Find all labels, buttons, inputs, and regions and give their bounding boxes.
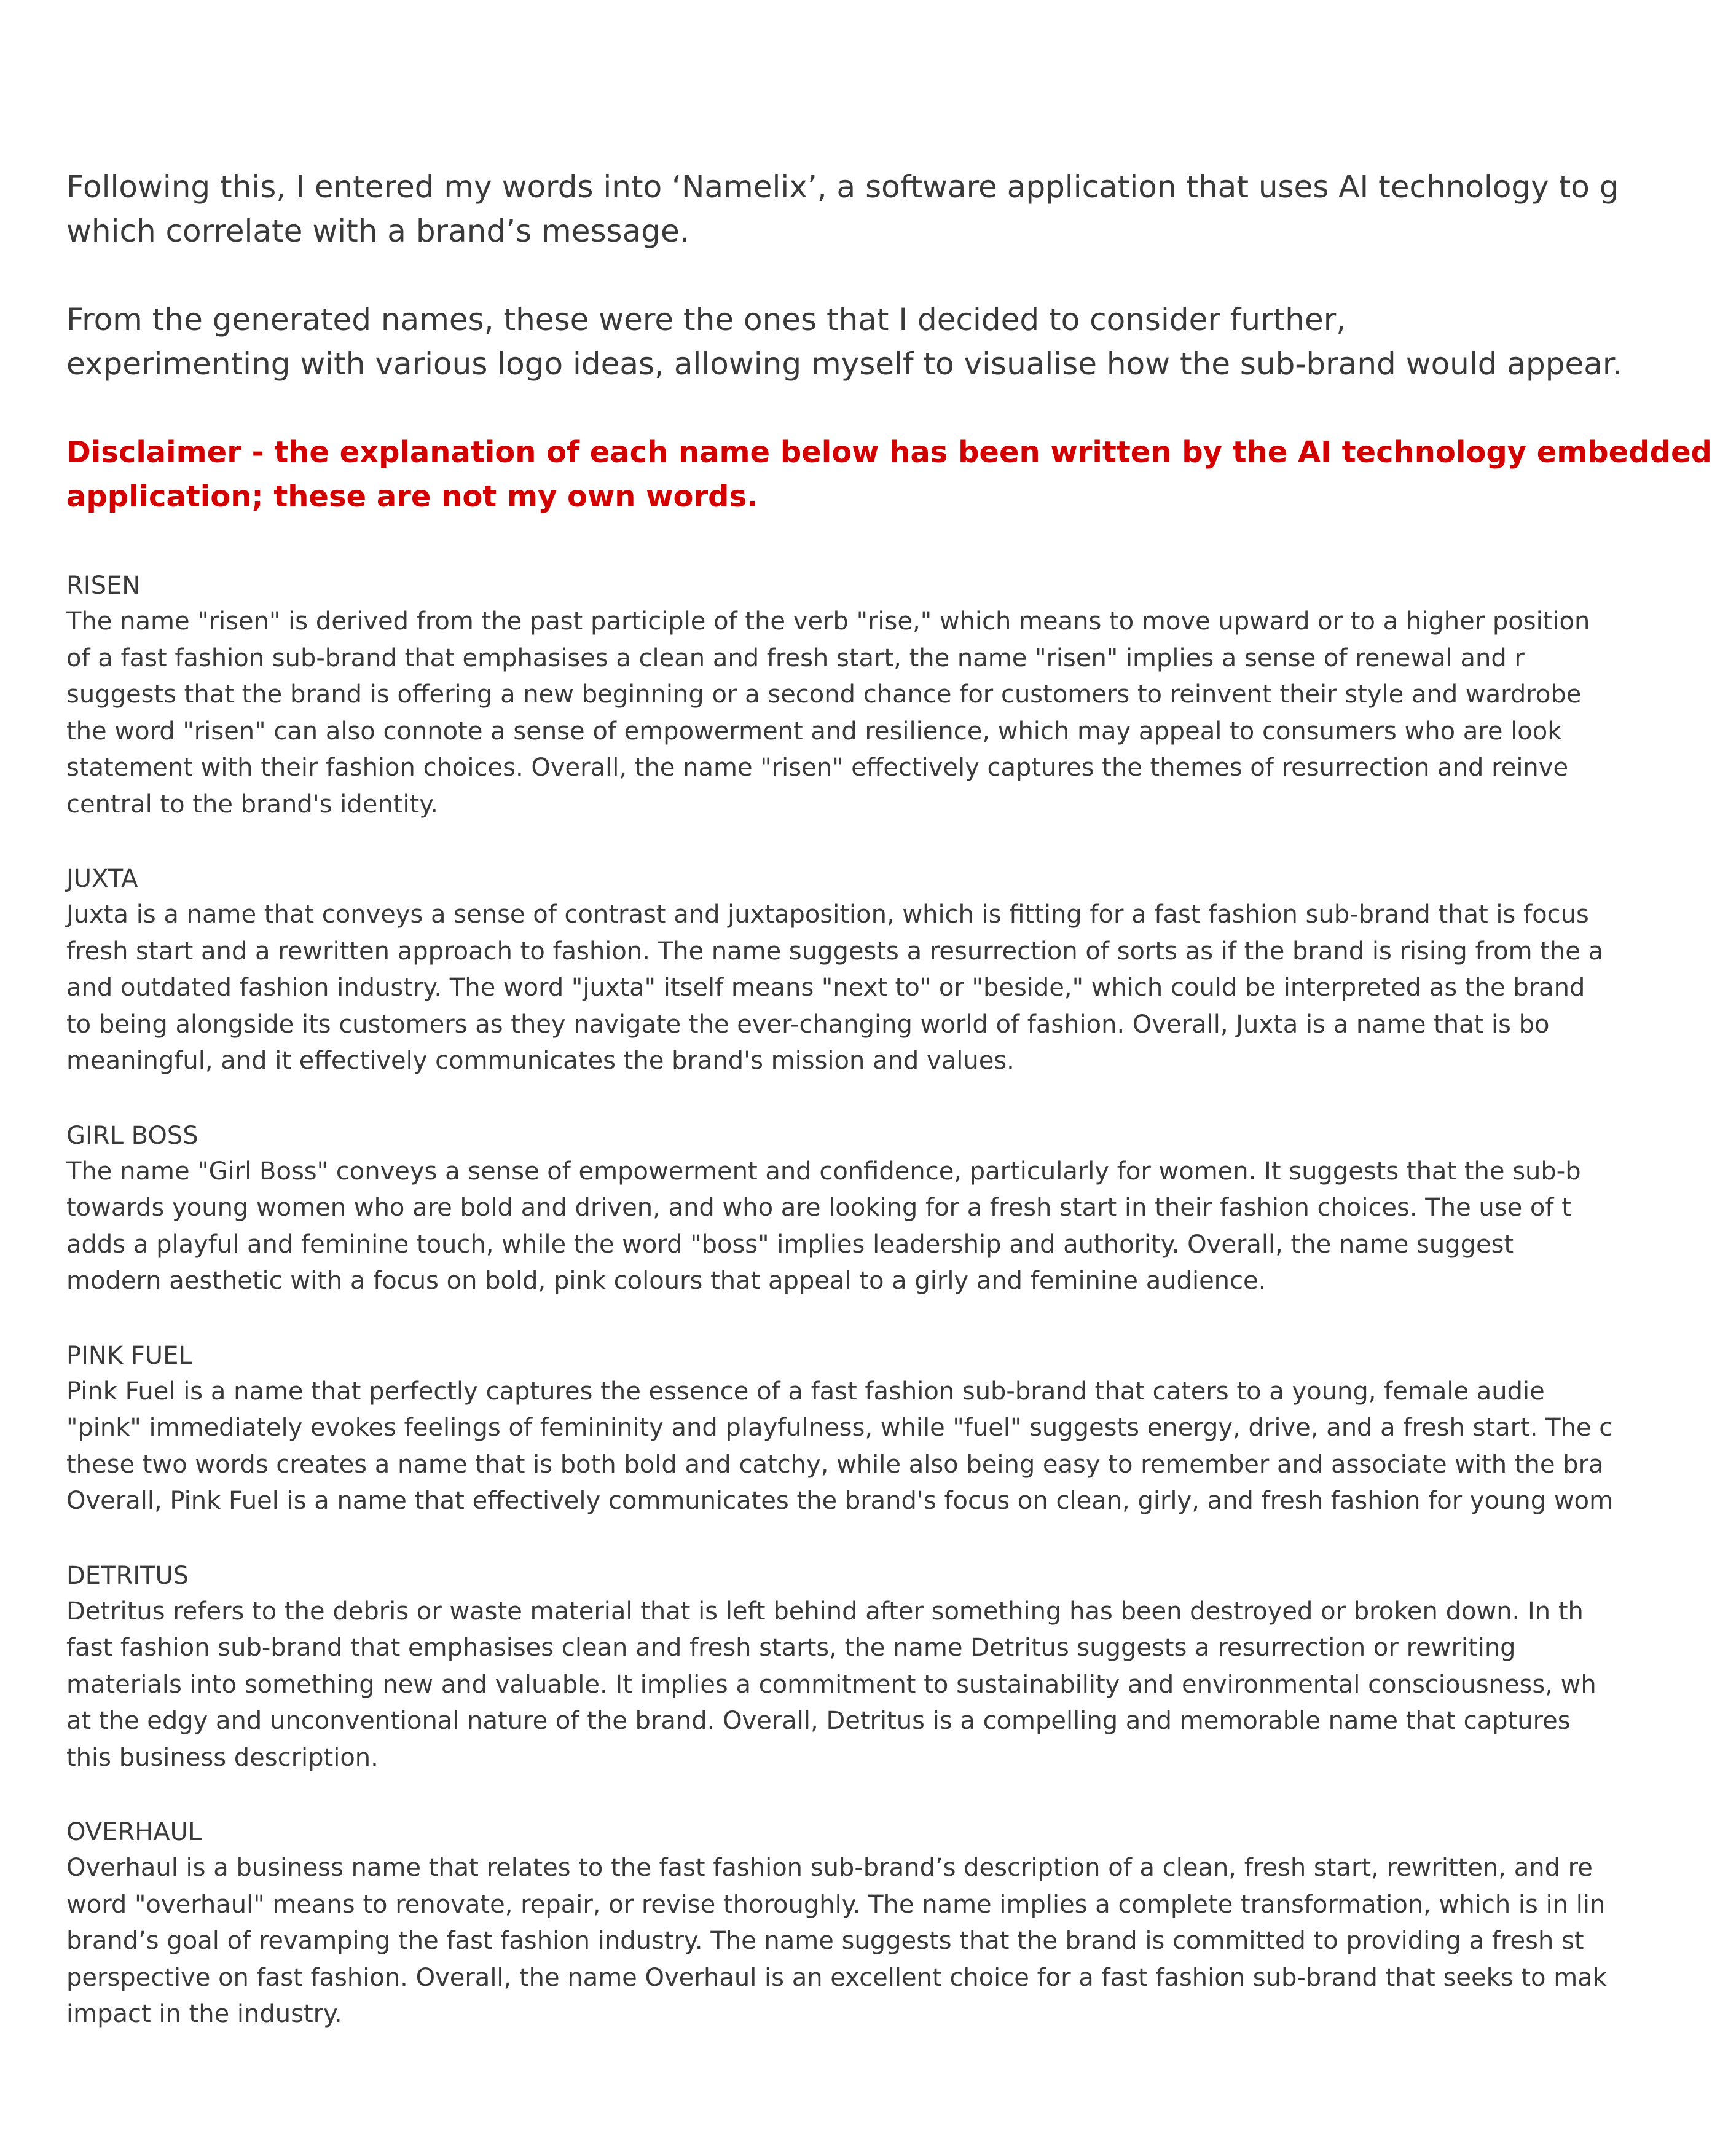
- text-line: Pink Fuel is a name that perfectly captures the essence of a fast fashion sub-brand that caters to a young, female audie: [66, 1377, 1545, 1406]
- text-line: application; these are not my own words.: [66, 479, 758, 514]
- entry-description: [66, 1594, 1603, 1777]
- text-line: Disclaimer - the explanation of each name below has been written by the AI technology embedded: [66, 435, 1712, 470]
- text-line: fresh start and a rewritten approach to fashion. The name suggests a resurrection of sorts as if the brand is rising from the a: [66, 937, 1604, 966]
- text-line: suggests that the brand is offering a new beginning or a second chance for customers to reinvent their style and wardrobe: [66, 680, 1582, 709]
- text-line: meaningful, and it effectively communicates the brand's mission and values.: [66, 1047, 1015, 1075]
- text-line: central to the brand's identity.: [66, 790, 438, 819]
- text-line: fast fashion sub-brand that emphasises clean and fresh starts, the name Detritus suggests a resurrection or rewriting: [66, 1634, 1516, 1662]
- text-line: Following this, I entered my words into ‘Namelix’, a software application that uses AI technology to g: [66, 169, 1619, 205]
- text-line: towards young women who are bold and driven, and who are looking for a fresh start in their fashion choices. The use of t: [66, 1194, 1571, 1222]
- entry-title: DETRITUS: [66, 1561, 189, 1590]
- text-line: experimenting with various logo ideas, allowing myself to visualise how the sub-brand would appear.: [66, 346, 1622, 382]
- entry-description: [66, 604, 1603, 823]
- name-entry-pink-fuel: [66, 1338, 1614, 1520]
- entry-description: [66, 1850, 1607, 2033]
- disclaimer-notice: [66, 430, 1712, 519]
- intro-paragraph-generated-names: [66, 297, 1622, 386]
- name-entry-juxta: [66, 861, 1603, 1080]
- text-line: The name "risen" is derived from the past participle of the verb "rise," which means to move upward or to a higher position: [66, 607, 1590, 635]
- name-entry-risen: [66, 568, 1603, 823]
- text-line: Overhaul is a business name that relates to the fast fashion sub-brand’s description of a clean, fresh start, rewritten, and re: [66, 1854, 1593, 1882]
- entry-description: [66, 1374, 1614, 1520]
- text-line: word "overhaul" means to renovate, repair, or revise thoroughly. The name implies a complete transformation, which is in lin: [66, 1890, 1606, 1919]
- text-line: the word "risen" can also connote a sense of empowerment and resilience, which may appeal to consumers who are look: [66, 717, 1562, 746]
- entry-description: [66, 1154, 1603, 1300]
- intro-paragraph-namelix: [66, 165, 1619, 253]
- text-line: which correlate with a brand’s message.: [66, 213, 689, 249]
- entry-description: [66, 897, 1603, 1080]
- text-line: at the edgy and unconventional nature of the brand. Overall, Detritus is a compelling and memorable name that captures: [66, 1707, 1571, 1735]
- text-line: of a fast fashion sub-brand that emphasises a clean and fresh start, the name "risen" implies a sense of renewal and r: [66, 643, 1525, 672]
- document-content: [66, 165, 1712, 2071]
- name-entry-girl-boss: [66, 1118, 1603, 1300]
- text-line: modern aesthetic with a focus on bold, pink colours that appeal to a girly and feminine audience.: [66, 1267, 1266, 1295]
- text-line: Juxta is a name that conveys a sense of contrast and juxtaposition, which is fitting for a fast fashion sub-brand that is focus: [66, 900, 1589, 929]
- text-line: The name "Girl Boss" conveys a sense of empowerment and confidence, particularly for women. It suggests that the sub-b: [66, 1157, 1581, 1186]
- name-entry-detritus: [66, 1558, 1603, 1777]
- entry-title: GIRL BOSS: [66, 1121, 198, 1150]
- text-line: From the generated names, these were the ones that I decided to consider further,: [66, 302, 1346, 337]
- text-line: this business description.: [66, 1743, 379, 1772]
- text-line: and outdated fashion industry. The word "juxta" itself means "next to" or "beside," which could be interpreted as the brand: [66, 974, 1585, 1002]
- text-line: brand’s goal of revamping the fast fashion industry. The name suggests that the brand is committed to providing a fresh st: [66, 1927, 1584, 1955]
- entry-title: RISEN: [66, 572, 141, 600]
- text-line: to being alongside its customers as they navigate the ever-changing world of fashion. Overall, Juxta is a name that is bo: [66, 1010, 1550, 1039]
- text-line: these two words creates a name that is both bold and catchy, while also being easy to remember and associate with the bra: [66, 1450, 1604, 1479]
- text-line: adds a playful and feminine touch, while the word "boss" implies leadership and authority. Overall, the name suggest: [66, 1230, 1514, 1259]
- text-line: statement with their fashion choices. Overall, the name "risen" effectively captures the themes of resurrection and reinve: [66, 753, 1569, 782]
- text-line: perspective on fast fashion. Overall, the name Overhaul is an excellent choice for a fast fashion sub-brand that seeks to mak: [66, 1963, 1607, 1992]
- text-line: "pink" immediately evokes feelings of femininity and playfulness, while "fuel" suggests energy, drive, and a fresh start. The c: [66, 1414, 1613, 1442]
- text-line: Overall, Pink Fuel is a name that effectively communicates the brand's focus on clean, girly, and fresh fashion for young wom: [66, 1487, 1614, 1515]
- name-entry-overhaul: [66, 1814, 1607, 2033]
- text-line: impact in the industry.: [66, 2000, 342, 2028]
- entry-title: PINK FUEL: [66, 1341, 192, 1370]
- entry-title: OVERHAUL: [66, 1818, 202, 1846]
- entry-title: JUXTA: [66, 865, 138, 893]
- text-line: Detritus refers to the debris or waste material that is left behind after something has been destroyed or broken down. In th: [66, 1597, 1584, 1626]
- text-line: materials into something new and valuable. It implies a commitment to sustainability and environmental consciousness, wh: [66, 1670, 1596, 1699]
